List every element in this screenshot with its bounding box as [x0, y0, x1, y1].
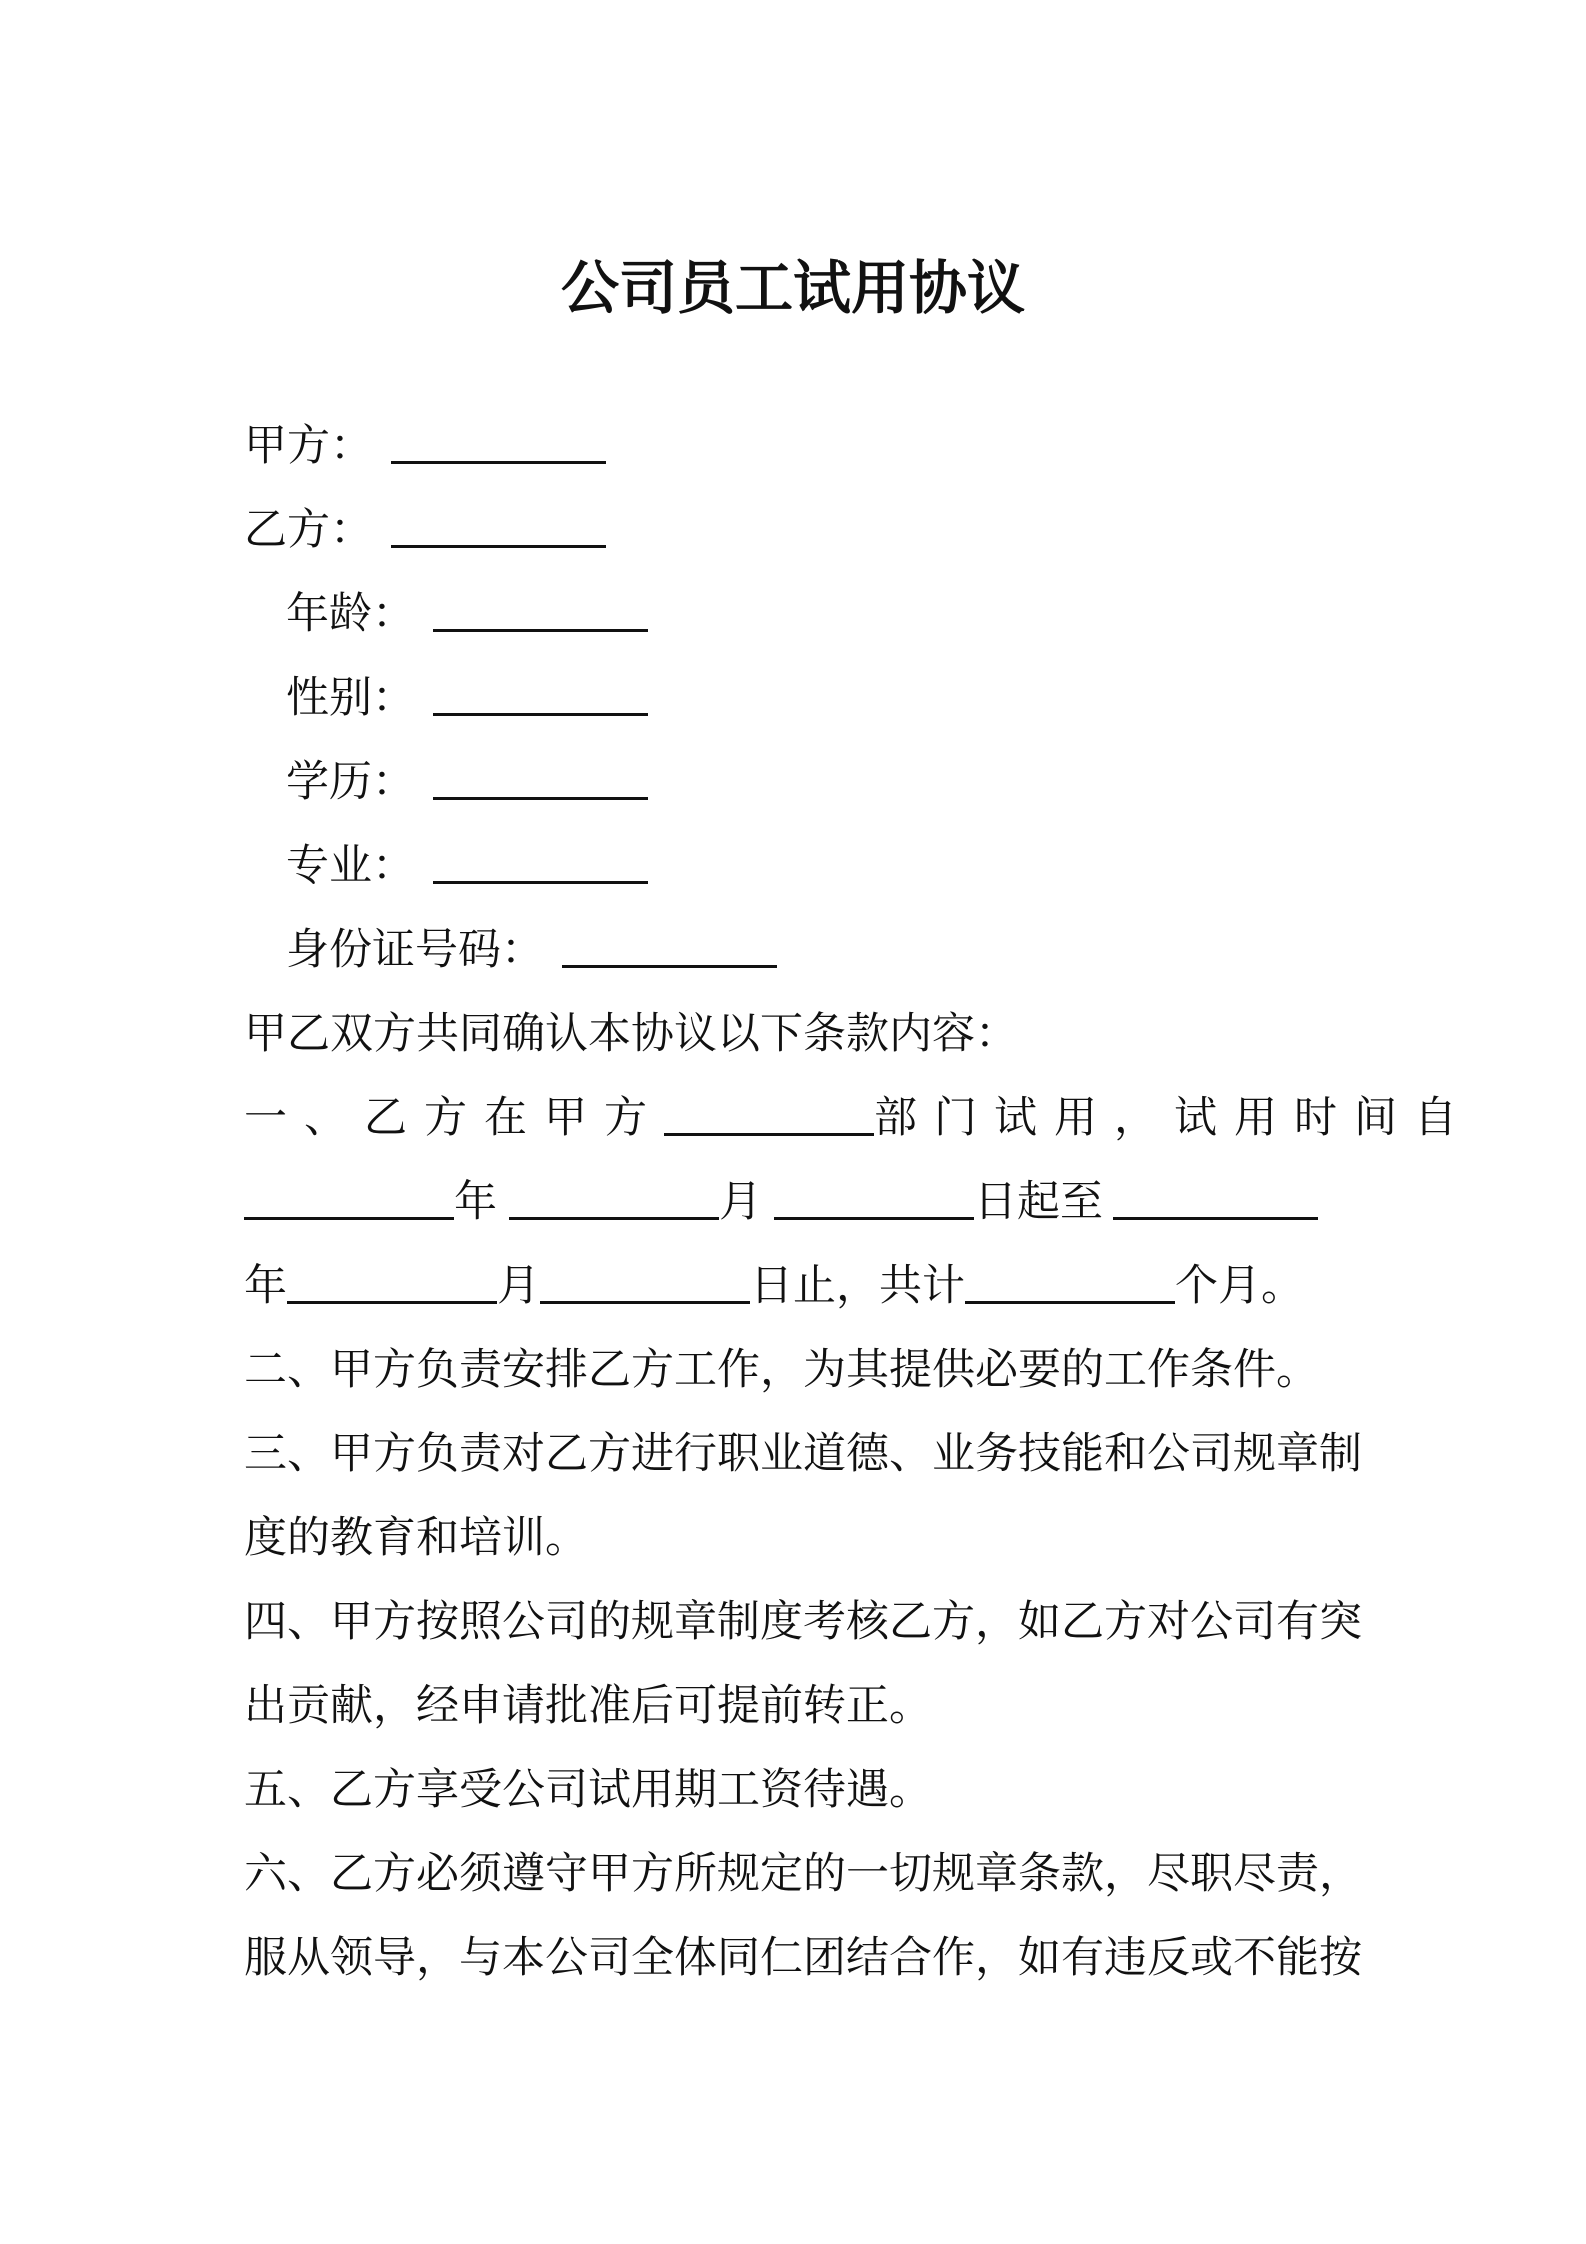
- field-blank: [433, 763, 648, 800]
- start-year-blank: [244, 1183, 454, 1220]
- clause-1-text-e: 日起至: [974, 1177, 1103, 1227]
- field-label: 学历：: [286, 757, 415, 807]
- field-blank: [433, 679, 648, 716]
- field-label: 性别：: [286, 673, 415, 723]
- party-b-blank: [391, 511, 606, 548]
- clause-1-text-c: 年: [454, 1177, 497, 1227]
- clause-1-line-2: [244, 1172, 1354, 1232]
- field-label: 身份证号码：: [286, 925, 544, 975]
- field-id-number: [286, 920, 1396, 980]
- field-gender: [286, 668, 1396, 728]
- clause-1-text-g: 月: [497, 1261, 540, 1311]
- field-label: 专业：: [286, 841, 415, 891]
- end-month-blank: [287, 1267, 497, 1304]
- field-education: [286, 752, 1396, 812]
- party-b-label: 乙方：: [244, 505, 373, 555]
- total-months-blank: [965, 1267, 1175, 1304]
- intro-text: 甲乙双方共同确认本协议以下条款内容：: [244, 1009, 1018, 1059]
- start-day-blank: [774, 1183, 974, 1220]
- field-label: 年龄：: [286, 589, 415, 639]
- field-blank: [433, 847, 648, 884]
- clause-4-line-1: 四、甲方按照公司的规章制度考核乙方，如乙方对公司有突: [244, 1597, 1362, 1647]
- clause-1-line-1: [244, 1088, 1474, 1148]
- clause-1-text-h: 日止，共计: [750, 1261, 965, 1311]
- end-day-blank: [540, 1267, 750, 1304]
- clause-6-line-1: 六、乙方必须遵守甲方所规定的一切规章条款，尽职尽责，: [244, 1849, 1362, 1899]
- field-major: [286, 836, 1396, 896]
- department-blank: [664, 1099, 874, 1136]
- clause-1-text-i: 个月。: [1175, 1261, 1304, 1311]
- party-a-blank: [391, 427, 606, 464]
- end-year-blank: [1113, 1183, 1318, 1220]
- clause-1-line-3: [244, 1256, 1354, 1316]
- field-age: [286, 584, 1396, 644]
- document-title: 公司员工试用协议: [560, 254, 1025, 322]
- clause-1-text-d: 月: [719, 1177, 762, 1227]
- field-blank: [433, 595, 648, 632]
- clause-1-text-a: 一、乙方在甲方: [244, 1093, 664, 1143]
- clause-2: 二、甲方负责安排乙方工作，为其提供必要的工作条件。: [244, 1345, 1319, 1395]
- clause-4-line-2: 出贡献，经申请批准后可提前转正。: [244, 1681, 932, 1731]
- start-month-blank: [509, 1183, 719, 1220]
- party-b-line: [244, 500, 1354, 560]
- clause-3-line-1: 三、甲方负责对乙方进行职业道德、业务技能和公司规章制: [244, 1429, 1362, 1479]
- clause-1-text-f: 年: [244, 1261, 287, 1311]
- party-a-line: [244, 416, 1354, 476]
- clause-1-text-b: 部门试用，试用时间自: [874, 1093, 1474, 1143]
- clause-6-line-2: 服从领导，与本公司全体同仁团结合作，如有违反或不能按: [244, 1933, 1362, 1983]
- party-a-label: 甲方：: [244, 421, 373, 471]
- clause-5: 五、乙方享受公司试用期工资待遇。: [244, 1765, 932, 1815]
- field-blank: [562, 931, 777, 968]
- clause-3-line-2: 度的教育和培训。: [244, 1513, 588, 1563]
